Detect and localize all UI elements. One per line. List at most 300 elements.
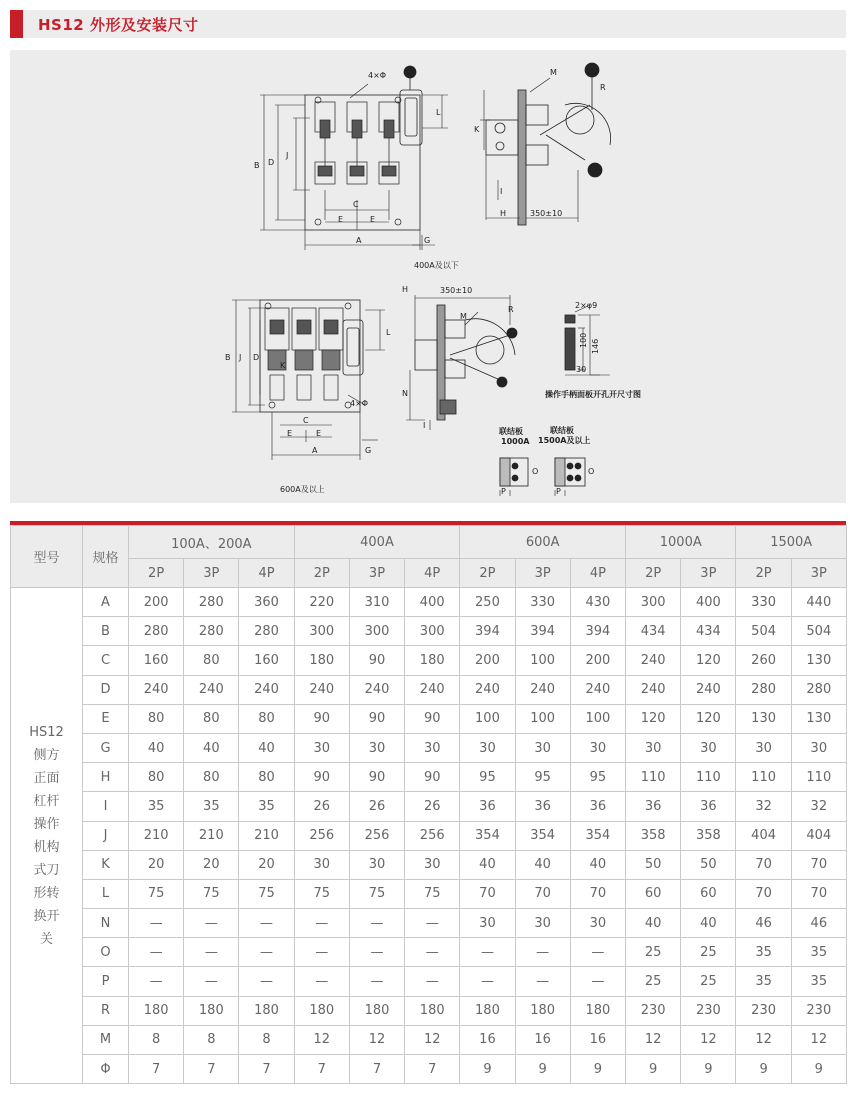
table-header-row-2 — [11, 559, 847, 588]
value-cell: 330 — [736, 588, 791, 617]
value-cell: 240 — [184, 675, 239, 704]
value-cell: 180 — [129, 996, 184, 1025]
table-row — [11, 967, 847, 996]
table-row — [11, 1055, 847, 1084]
value-cell: 9 — [460, 1055, 515, 1084]
value-cell: — — [349, 967, 404, 996]
value-cell: 35 — [184, 792, 239, 821]
value-cell: 90 — [405, 763, 460, 792]
svg-text:G: G — [365, 446, 372, 455]
header-accent-bar — [10, 10, 23, 38]
value-cell: 394 — [570, 617, 625, 646]
dimension-drawing — [10, 50, 846, 503]
value-cell: 180 — [460, 996, 515, 1025]
value-cell: 180 — [294, 646, 349, 675]
table-row — [11, 792, 847, 821]
value-cell: 25 — [681, 938, 736, 967]
row-label: H — [83, 763, 129, 792]
value-cell: 130 — [791, 704, 846, 733]
value-cell: 240 — [294, 675, 349, 704]
value-cell: 12 — [405, 1025, 460, 1054]
value-cell: 280 — [184, 588, 239, 617]
side-view-400 — [474, 63, 611, 225]
value-cell: 100 — [515, 704, 570, 733]
value-cell: 7 — [349, 1055, 404, 1084]
value-cell: 30 — [405, 850, 460, 879]
row-label: N — [83, 909, 129, 938]
pole-header-cell: 2P — [294, 559, 349, 588]
row-label: C — [83, 646, 129, 675]
table-row — [11, 996, 847, 1025]
value-cell: 100 — [570, 704, 625, 733]
panel-cutout — [545, 301, 641, 399]
value-cell: 250 — [460, 588, 515, 617]
value-cell: 280 — [184, 617, 239, 646]
pole-header-cell: 3P — [791, 559, 846, 588]
value-cell: 30 — [515, 909, 570, 938]
value-cell: 256 — [405, 821, 460, 850]
value-cell: 25 — [626, 967, 681, 996]
value-cell: 95 — [460, 763, 515, 792]
value-cell: 75 — [239, 879, 294, 908]
value-cell: 504 — [736, 617, 791, 646]
value-cell: — — [129, 938, 184, 967]
value-cell: 95 — [570, 763, 625, 792]
dim-30: 30 — [576, 365, 587, 374]
value-cell: 300 — [405, 617, 460, 646]
value-cell: 210 — [184, 821, 239, 850]
value-cell: 30 — [736, 733, 791, 762]
value-cell: 30 — [791, 733, 846, 762]
value-cell: 26 — [405, 792, 460, 821]
spec-table-body — [11, 526, 847, 1084]
value-cell: 80 — [239, 704, 294, 733]
pole-header-cell: 3P — [515, 559, 570, 588]
value-cell: 30 — [349, 733, 404, 762]
value-cell: 110 — [626, 763, 681, 792]
value-cell: 80 — [184, 704, 239, 733]
value-cell: — — [294, 967, 349, 996]
value-cell: 90 — [349, 763, 404, 792]
row-label: A — [83, 588, 129, 617]
dim-350-b: 350±10 — [440, 286, 473, 295]
value-cell: 30 — [570, 733, 625, 762]
value-cell: 36 — [570, 792, 625, 821]
value-cell: 80 — [184, 646, 239, 675]
value-cell: 30 — [626, 733, 681, 762]
label-1000a: 联结板 1000A — [499, 427, 530, 446]
dim-4phi-a: 4×Φ — [368, 71, 387, 80]
value-cell: 260 — [736, 646, 791, 675]
value-cell: 400 — [405, 588, 460, 617]
value-cell: 300 — [626, 588, 681, 617]
table-row — [11, 1025, 847, 1054]
pole-header-cell: 3P — [349, 559, 404, 588]
value-cell: 9 — [791, 1055, 846, 1084]
value-cell: 100 — [515, 646, 570, 675]
value-cell: 75 — [129, 879, 184, 908]
value-cell: 20 — [184, 850, 239, 879]
table-row — [11, 850, 847, 879]
value-cell: 30 — [349, 850, 404, 879]
value-cell: 80 — [129, 704, 184, 733]
section-title: HS12 外形及安装尺寸 — [38, 16, 199, 34]
value-cell: 160 — [129, 646, 184, 675]
value-cell: 20 — [239, 850, 294, 879]
value-cell: 280 — [791, 675, 846, 704]
value-cell: 32 — [791, 792, 846, 821]
value-cell: 80 — [239, 763, 294, 792]
value-cell: 90 — [294, 704, 349, 733]
row-label: K — [83, 850, 129, 879]
value-cell: 130 — [791, 646, 846, 675]
value-cell: 200 — [129, 588, 184, 617]
pole-header-cell: 4P — [405, 559, 460, 588]
value-cell: 240 — [626, 675, 681, 704]
value-cell: 7 — [184, 1055, 239, 1084]
value-cell: 30 — [681, 733, 736, 762]
row-label: B — [83, 617, 129, 646]
value-cell: — — [405, 967, 460, 996]
value-cell: 20 — [129, 850, 184, 879]
value-cell: 40 — [239, 733, 294, 762]
front-view-400 — [254, 66, 459, 270]
value-cell: 70 — [791, 850, 846, 879]
svg-text:E: E — [316, 429, 322, 438]
svg-text:K: K — [474, 125, 480, 134]
value-cell: 180 — [515, 996, 570, 1025]
svg-text:M: M — [550, 68, 557, 77]
value-cell: 504 — [791, 617, 846, 646]
value-cell: — — [294, 909, 349, 938]
value-cell: 75 — [405, 879, 460, 908]
value-cell: 9 — [515, 1055, 570, 1084]
value-cell: 90 — [405, 704, 460, 733]
value-cell: 40 — [460, 850, 515, 879]
value-cell: 16 — [515, 1025, 570, 1054]
value-cell: — — [129, 967, 184, 996]
value-cell: 7 — [405, 1055, 460, 1084]
label-1500a: 联结板 1500A及以上 — [538, 426, 591, 445]
row-label: G — [83, 733, 129, 762]
value-cell: 110 — [736, 763, 791, 792]
svg-text:H: H — [402, 285, 409, 294]
value-cell: 36 — [626, 792, 681, 821]
value-cell: 80 — [129, 763, 184, 792]
table-row — [11, 909, 847, 938]
value-cell: 7 — [239, 1055, 294, 1084]
value-cell: 35 — [736, 967, 791, 996]
value-cell: 25 — [681, 967, 736, 996]
value-cell: 36 — [515, 792, 570, 821]
value-cell: 256 — [294, 821, 349, 850]
header-group-400: 400A — [294, 526, 460, 559]
svg-text:C: C — [353, 200, 359, 209]
value-cell: 230 — [736, 996, 791, 1025]
value-cell: 180 — [239, 996, 294, 1025]
value-cell: 40 — [184, 733, 239, 762]
table-row — [11, 938, 847, 967]
value-cell: 180 — [405, 646, 460, 675]
value-cell: — — [460, 938, 515, 967]
value-cell: — — [349, 909, 404, 938]
row-label: O — [83, 938, 129, 967]
svg-text:K: K — [280, 361, 286, 370]
value-cell: 12 — [681, 1025, 736, 1054]
value-cell: 75 — [184, 879, 239, 908]
table-row — [11, 704, 847, 733]
svg-text:P: P — [501, 487, 506, 496]
value-cell: 75 — [294, 879, 349, 908]
value-cell: 70 — [791, 879, 846, 908]
value-cell: 434 — [681, 617, 736, 646]
value-cell: 256 — [349, 821, 404, 850]
row-label: E — [83, 704, 129, 733]
value-cell: 240 — [681, 675, 736, 704]
value-cell: 40 — [129, 733, 184, 762]
link-plates — [498, 425, 594, 496]
value-cell: 8 — [129, 1025, 184, 1054]
svg-text:M: M — [460, 312, 467, 321]
value-cell: 46 — [736, 909, 791, 938]
value-cell: 360 — [239, 588, 294, 617]
value-cell: 230 — [626, 996, 681, 1025]
svg-text:E: E — [370, 215, 376, 224]
value-cell: 9 — [736, 1055, 791, 1084]
svg-text:I: I — [423, 421, 426, 430]
value-cell: 70 — [570, 879, 625, 908]
value-cell: — — [460, 967, 515, 996]
value-cell: 50 — [626, 850, 681, 879]
section-header — [10, 10, 846, 38]
value-cell: 358 — [626, 821, 681, 850]
value-cell: 46 — [791, 909, 846, 938]
value-cell: 40 — [681, 909, 736, 938]
value-cell: 75 — [349, 879, 404, 908]
caption-400a: 400A及以下 — [414, 261, 459, 270]
value-cell: 280 — [239, 617, 294, 646]
value-cell: — — [515, 938, 570, 967]
value-cell: 12 — [349, 1025, 404, 1054]
row-label: Φ — [83, 1055, 129, 1084]
dim-146: 146 — [591, 338, 600, 354]
table-row — [11, 879, 847, 908]
row-label: M — [83, 1025, 129, 1054]
model-name: HS12侧方正面杠杆操作机构式刀形转换开关 — [29, 724, 64, 947]
side-view-600 — [402, 285, 517, 430]
value-cell: 7 — [294, 1055, 349, 1084]
value-cell: 35 — [129, 792, 184, 821]
value-cell: 12 — [294, 1025, 349, 1054]
value-cell: 70 — [736, 879, 791, 908]
value-cell: 180 — [349, 996, 404, 1025]
front-view-600 — [225, 300, 391, 494]
value-cell: 120 — [626, 704, 681, 733]
pole-header-cell: 3P — [184, 559, 239, 588]
value-cell: 354 — [570, 821, 625, 850]
value-cell: 240 — [570, 675, 625, 704]
value-cell: 8 — [239, 1025, 294, 1054]
value-cell: 26 — [294, 792, 349, 821]
table-row — [11, 733, 847, 762]
svg-text:N: N — [402, 389, 408, 398]
value-cell: 70 — [460, 879, 515, 908]
svg-text:A: A — [312, 446, 318, 455]
value-cell: 25 — [626, 938, 681, 967]
value-cell: 434 — [626, 617, 681, 646]
value-cell: 90 — [349, 646, 404, 675]
header-spec: 规格 — [83, 526, 129, 588]
svg-text:R: R — [600, 83, 606, 92]
row-label: D — [83, 675, 129, 704]
caption-600a: 600A及以上 — [280, 485, 325, 494]
table-header-row-1 — [11, 526, 847, 559]
value-cell: — — [570, 938, 625, 967]
header-group-1000: 1000A — [626, 526, 736, 559]
value-cell: 35 — [791, 967, 846, 996]
value-cell: 16 — [460, 1025, 515, 1054]
pole-header-cell: 2P — [460, 559, 515, 588]
value-cell: 240 — [460, 675, 515, 704]
svg-text:J: J — [286, 151, 289, 160]
row-label: L — [83, 879, 129, 908]
value-cell: 36 — [681, 792, 736, 821]
value-cell: 300 — [349, 617, 404, 646]
value-cell: 9 — [570, 1055, 625, 1084]
svg-text:B: B — [225, 353, 231, 362]
value-cell: 30 — [294, 733, 349, 762]
value-cell: 7 — [129, 1055, 184, 1084]
value-cell: 12 — [736, 1025, 791, 1054]
value-cell: 40 — [626, 909, 681, 938]
value-cell: 36 — [460, 792, 515, 821]
value-cell: 40 — [515, 850, 570, 879]
value-cell: 180 — [570, 996, 625, 1025]
value-cell: — — [239, 909, 294, 938]
value-cell: 30 — [460, 733, 515, 762]
pole-header-cell: 4P — [239, 559, 294, 588]
value-cell: — — [515, 967, 570, 996]
model-cell — [11, 588, 83, 1084]
value-cell: — — [239, 938, 294, 967]
value-cell: 230 — [681, 996, 736, 1025]
dim-100: 100 — [579, 332, 588, 348]
value-cell: — — [570, 967, 625, 996]
header-group-100-200: 100A、200A — [129, 526, 295, 559]
value-cell: 30 — [405, 733, 460, 762]
technical-drawing-svg — [10, 50, 846, 503]
value-cell: 280 — [736, 675, 791, 704]
value-cell: 35 — [736, 938, 791, 967]
header-group-1500: 1500A — [736, 526, 846, 559]
value-cell: 220 — [294, 588, 349, 617]
value-cell: 210 — [129, 821, 184, 850]
value-cell: — — [349, 938, 404, 967]
value-cell: 394 — [460, 617, 515, 646]
svg-text:G: G — [424, 236, 431, 245]
value-cell: 30 — [570, 909, 625, 938]
value-cell: 240 — [405, 675, 460, 704]
value-cell: 70 — [736, 850, 791, 879]
table-row — [11, 821, 847, 850]
value-cell: 16 — [570, 1025, 625, 1054]
value-cell: 120 — [681, 704, 736, 733]
value-cell: 180 — [294, 996, 349, 1025]
value-cell: — — [129, 909, 184, 938]
svg-text:D: D — [253, 353, 260, 362]
value-cell: 280 — [129, 617, 184, 646]
header-model: 型号 — [11, 526, 83, 588]
svg-text:L: L — [436, 108, 441, 117]
dim-350-a: 350±10 — [530, 209, 563, 218]
value-cell: 240 — [515, 675, 570, 704]
value-cell: 358 — [681, 821, 736, 850]
caption-panel: 操作手柄面板开孔开尺寸图 — [545, 390, 641, 399]
value-cell: 240 — [129, 675, 184, 704]
value-cell: 160 — [239, 646, 294, 675]
spec-table — [10, 525, 847, 1084]
svg-text:P: P — [556, 487, 561, 496]
svg-text:O: O — [532, 467, 539, 476]
svg-text:O: O — [588, 467, 595, 476]
value-cell: 354 — [515, 821, 570, 850]
value-cell: 394 — [515, 617, 570, 646]
value-cell: 9 — [626, 1055, 681, 1084]
pole-header-cell: 2P — [129, 559, 184, 588]
svg-text:I: I — [500, 187, 503, 196]
value-cell: 230 — [791, 996, 846, 1025]
value-cell: 90 — [294, 763, 349, 792]
row-label: P — [83, 967, 129, 996]
svg-text:E: E — [287, 429, 293, 438]
value-cell: 12 — [791, 1025, 846, 1054]
value-cell: 100 — [460, 704, 515, 733]
value-cell: 9 — [681, 1055, 736, 1084]
pole-header-cell: 2P — [736, 559, 791, 588]
table-row — [11, 588, 847, 617]
pole-header-cell: 2P — [626, 559, 681, 588]
row-label: I — [83, 792, 129, 821]
svg-text:A: A — [356, 236, 362, 245]
value-cell: 200 — [460, 646, 515, 675]
value-cell: — — [239, 967, 294, 996]
value-cell: 30 — [515, 733, 570, 762]
svg-text:C: C — [303, 416, 309, 425]
value-cell: 50 — [681, 850, 736, 879]
table-row — [11, 617, 847, 646]
svg-text:L: L — [386, 328, 391, 337]
value-cell: — — [405, 909, 460, 938]
header-group-600: 600A — [460, 526, 626, 559]
value-cell: 300 — [294, 617, 349, 646]
svg-text:J: J — [239, 353, 242, 362]
value-cell: 110 — [681, 763, 736, 792]
dim-4phi-b: 4×Φ — [350, 399, 369, 408]
svg-text:R: R — [508, 305, 514, 314]
value-cell: 404 — [736, 821, 791, 850]
svg-text:E: E — [338, 215, 344, 224]
value-cell: 240 — [349, 675, 404, 704]
value-cell: — — [294, 938, 349, 967]
table-row — [11, 675, 847, 704]
value-cell: 90 — [349, 704, 404, 733]
value-cell: 440 — [791, 588, 846, 617]
value-cell: 400 — [681, 588, 736, 617]
value-cell: 110 — [791, 763, 846, 792]
value-cell: — — [184, 909, 239, 938]
value-cell: 200 — [570, 646, 625, 675]
table-row — [11, 763, 847, 792]
